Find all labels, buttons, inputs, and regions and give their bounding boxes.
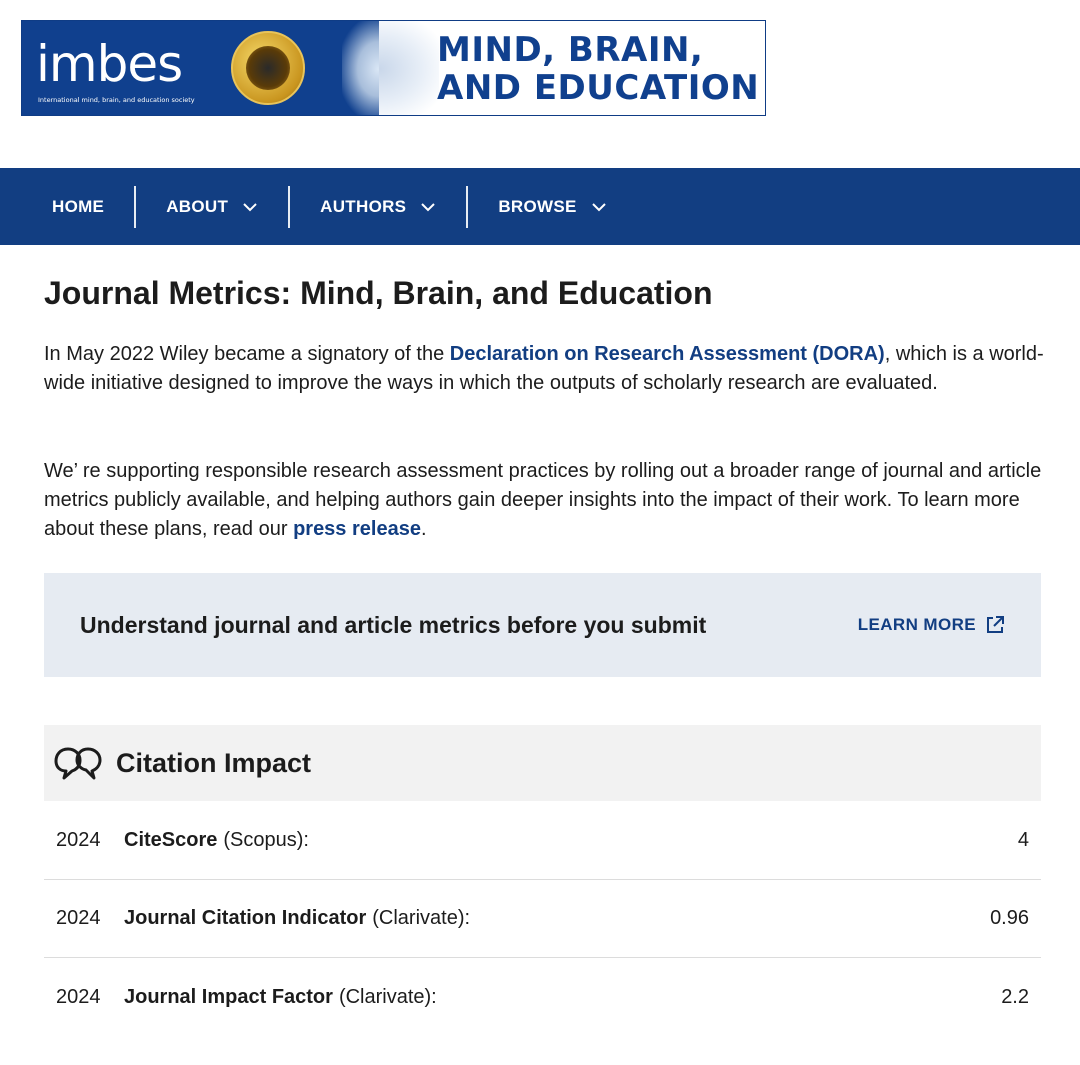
metric-year: 2024 <box>56 829 101 851</box>
nav-item-home[interactable] <box>0 186 134 228</box>
para-text: We’ re supporting responsible research assessment practices by rolling out a broader range of journal and article metrics publicly available, and helping authors gain deeper insights into the impact of their work. To learn more about these plans, read our <box>44 460 1042 540</box>
brain-illustration-fade <box>379 21 439 115</box>
nav-item-authors[interactable] <box>290 186 466 228</box>
nav-item-label: HOME <box>52 196 105 216</box>
citation-impact-header <box>44 725 1041 801</box>
imbes-caption: International mind, brain, and education society <box>38 96 195 104</box>
nav-item-label: ABOUT <box>166 196 229 216</box>
section-title: Citation Impact <box>116 747 312 778</box>
nav-item-about[interactable] <box>136 186 288 228</box>
dora-link[interactable]: Declaration on Research Assessment (DORA) <box>449 343 885 365</box>
brain-illustration-icon <box>342 21 379 115</box>
external-link-icon <box>985 615 1005 635</box>
banner-right-panel <box>379 21 765 115</box>
metric-row-citescore <box>44 802 1041 880</box>
metric-name: Journal Impact Factor <box>124 985 333 1008</box>
journal-seal-icon <box>231 31 305 105</box>
journal-title <box>437 31 759 107</box>
para-text: , which is a world-wide initiative designed to improve the ways in which the outputs of scholarly research are evaluated. <box>44 343 1044 394</box>
dora-paragraph <box>44 340 1044 398</box>
metric-year: 2024 <box>56 985 101 1008</box>
press-release-link[interactable]: press release <box>293 518 421 540</box>
learn-more-link[interactable] <box>858 615 1005 635</box>
journal-title-line2: AND EDUCATION <box>437 68 760 108</box>
journal-title-line1: MIND, BRAIN, <box>437 30 704 70</box>
metric-row-jci <box>44 880 1041 958</box>
nav-item-label: AUTHORS <box>320 196 407 216</box>
metric-source: (Clarivate): <box>372 907 471 929</box>
page-title: Journal Metrics: Mind, Brain, and Education <box>44 275 713 311</box>
imbes-logo-text: imbes <box>36 35 183 93</box>
nav-divider <box>288 186 290 228</box>
callout-text: Understand journal and article metrics before you submit <box>80 611 707 638</box>
nav-item-browse[interactable] <box>468 186 636 228</box>
learn-more-label: LEARN MORE <box>857 615 976 634</box>
chevron-down-icon <box>242 199 258 215</box>
para-text: . <box>420 518 427 540</box>
chevron-down-icon <box>420 199 436 215</box>
chevron-down-icon <box>591 199 607 215</box>
metric-year: 2024 <box>56 907 101 929</box>
quote-icon <box>54 745 102 781</box>
nav-item-label: BROWSE <box>498 196 577 216</box>
metric-name: CiteScore <box>124 829 218 851</box>
metric-value: 4 <box>1017 829 1029 851</box>
main-nav <box>0 168 1080 245</box>
imbes-logo <box>36 33 206 95</box>
nav-divider <box>466 186 468 228</box>
metrics-paragraph <box>44 457 1044 544</box>
metric-value: 0.96 <box>990 907 1029 929</box>
banner-left-panel <box>22 21 379 115</box>
journal-banner[interactable] <box>21 20 766 116</box>
para-text: In May 2022 Wiley became a signatory of the <box>44 343 450 365</box>
metrics-callout <box>44 573 1041 677</box>
metric-row-jif <box>44 958 1041 1036</box>
metric-source: (Scopus): <box>223 829 309 851</box>
metric-value: 2.2 <box>1001 985 1029 1008</box>
metric-source: (Clarivate): <box>338 985 437 1008</box>
nav-divider <box>134 186 136 228</box>
metric-name: Journal Citation Indicator <box>124 907 367 929</box>
